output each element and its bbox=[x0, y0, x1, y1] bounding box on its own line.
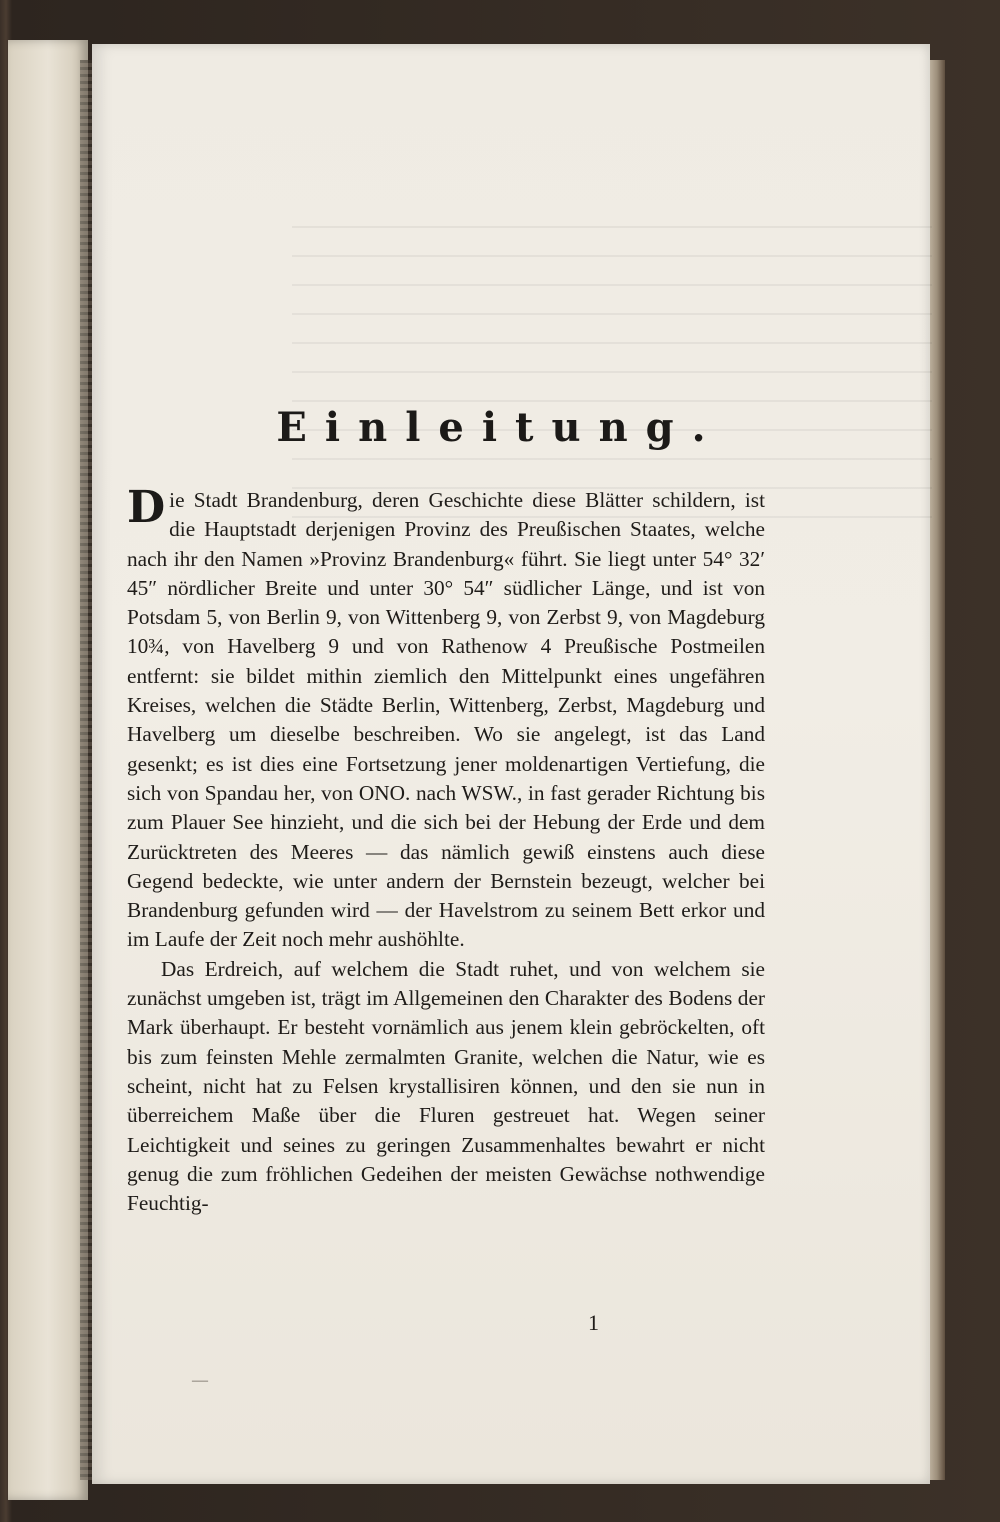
body-text bbox=[127, 482, 765, 1218]
bottom-dash-mark: — bbox=[192, 1372, 208, 1389]
paragraph-2: Das Erdreich, auf welchem die Stadt ruhet, und von welchem sie zunächst umgeben ist, trägt im Allgemeinen den Charakter des Bodens der Mark überhaupt. Er besteht vornämlich aus jenem klein gebröckelten, oft bis zum feinsten Mehle zermalmten Granite, welchen die Natur, wie es scheint, nicht hat zu Felsen krystallisiren können, und den sie nun in überreichem Maße über die Fluren gestreuet hat. Wegen seiner Leichtigkeit und seines zu geringen Zusammenhaltes bewahrt er nicht genug die zum fröhlichen Gedeihen der meisten Gewächse nothwendige Feuchtig- bbox=[127, 956, 765, 1216]
left-page-edge bbox=[8, 40, 88, 1500]
paragraph-1-text: ie Stadt Brandenburg, deren Geschichte diese Blätter schildern, ist die Hauptstadt derjenigen Provinz des Preußischen Staates, welche nach ihr den Namen »Provinz Brandenburg« führt. Sie liegt unter 54° 32′ 45″ nördlicher Breite und unter 30° 54″ südlicher Länge, und ist von Potsdam 5, von Berlin 9, von Wittenberg 9, von Zerbst 9, von Magdeburg 10¾, von Havelberg 9 und von Rathenow 4 Preußische Postmeilen entfernt: sie bildet mithin ziemlich den Mittelpunkt eines ungefähren Kreises, welchen die Städte Berlin, Wittenberg, Zerbst, Magdeburg und Havelberg um dieselbe beschreiben. Wo sie angelegt, ist das Land gesenkt; es ist dies eine Fortsetzung jener moldenartigen Vertiefung, die sich von Spandau her, von ONO. nach WSW., in fast gerader Richtung bis zum Plauer See hinzieht, und die sich bei der Hebung der Erde und dem Zurücktreten des Meeres — das nämlich gewiß einstens auch diese Gegend bedeckte, wie unter andern der Bernstein bezeugt, welcher bei Brandenburg gefunden wird — der Havelstrom zu seinem Bett erkor und im Laufe der Zeit noch mehr aushöhlte. bbox=[127, 488, 765, 952]
page-number: 1 bbox=[588, 1310, 599, 1335]
dropcap-letter: D bbox=[127, 482, 166, 533]
chapter-title: Einleitung. bbox=[276, 404, 724, 451]
paragraph-1 bbox=[127, 482, 765, 955]
